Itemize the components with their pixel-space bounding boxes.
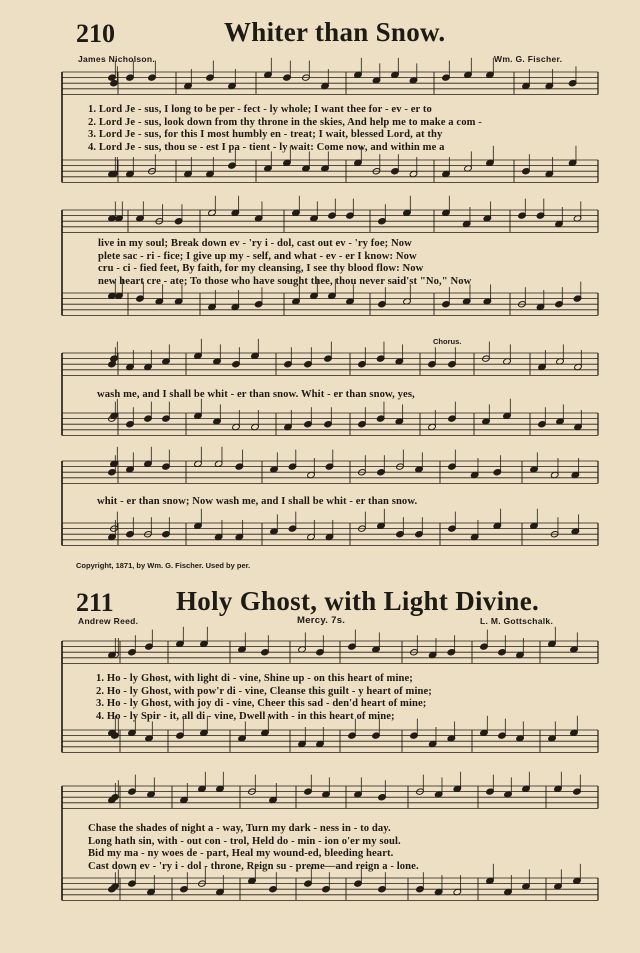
hymn210-verse-block-2: [98, 238, 471, 288]
lyric-line: new heart cre - ate; To those who have sought thee, thou never said'st "No," Now: [98, 275, 472, 287]
lyric-line: plete sac - ri - fice; I give up my - self, and what - ev - er I know: Now: [98, 250, 417, 262]
lyric-line: 3. Lord Je - sus, for this I most humbly en - treat; I wait, blessed Lord, at thy: [88, 129, 443, 141]
hymn-title: Whiter than Snow.: [224, 17, 446, 47]
lyric-line: 4. Ho - ly Spir - it, all di - vine, Dwell with - in this heart of mine;: [96, 710, 395, 722]
lyric-line: 4. Lord Je - sus, thou se - est I pa - tient - ly wait: Come now, and within me a: [88, 141, 445, 153]
hymn211-verse-block-1: [96, 673, 432, 723]
hymn211-verse-block-2: [88, 823, 419, 873]
lyric-line: 1. Ho - ly Ghost, with light di - vine, Shine up - on this heart of mine;: [96, 673, 413, 684]
tune-name: Mercy. 7s.: [297, 615, 346, 626]
lyric-line: Cast down ev - 'ry i - dol - throne, Reign su - preme—and reign a - lone.: [88, 860, 419, 872]
lyric-line: whit - er than snow; Now wash me, and I shall be whit - er than snow.: [97, 496, 418, 507]
lyric-line: Long hath sin, with - out con - trol, Held do - min - ion o'er my soul.: [88, 835, 401, 847]
lyric-line: wash me, and I shall be whit - er than snow. Whit - er than snow, yes,: [97, 389, 415, 400]
hymn-title: Holy Ghost, with Light Divine.: [176, 586, 540, 616]
chorus-label: Chorus.: [433, 337, 462, 346]
lyric-line: 1. Lord Je - sus, I long to be per - fect - ly whole; I want thee for - ev - er to: [88, 104, 432, 115]
hymn-composer: Wm. G. Fischer.: [494, 54, 563, 64]
hymn-author: Andrew Reed.: [78, 616, 139, 626]
hymn-number: 210: [76, 19, 115, 48]
hymn210-verse-block-1: [88, 104, 482, 154]
hymn-number: 211: [76, 588, 114, 617]
lyric-line: cru - ci - fied feet, By faith, for my cleansing, I see thy blood flow: Now: [98, 263, 424, 275]
copyright-notice: Copyright, 1871, by Wm. G. Fischer. Used by per.: [76, 561, 251, 570]
hymn-composer: L. M. Gottschalk.: [480, 616, 554, 626]
lyric-line: Bid my ma - ny woes de - part, Heal my wound-ed, bleeding heart.: [88, 848, 394, 860]
lyric-line: Chase the shades of night a - way, Turn my dark - ness in - to day.: [88, 823, 391, 834]
lyric-line: live in my soul; Break down ev - 'ry i - dol, cast out ev - 'ry foe; Now: [98, 238, 412, 249]
lyric-line: 2. Ho - ly Ghost, with pow'r di - vine, Cleanse this guilt - y heart of mine;: [96, 685, 432, 697]
hymn-author: James Nicholson.: [78, 54, 156, 64]
lyric-line: 2. Lord Je - sus, look down from thy throne in the skies, And help me to make a com -: [88, 116, 482, 128]
lyric-line: 3. Ho - ly Ghost, with joy di - vine, Cheer this sad - den'd heart of mine;: [96, 698, 427, 710]
